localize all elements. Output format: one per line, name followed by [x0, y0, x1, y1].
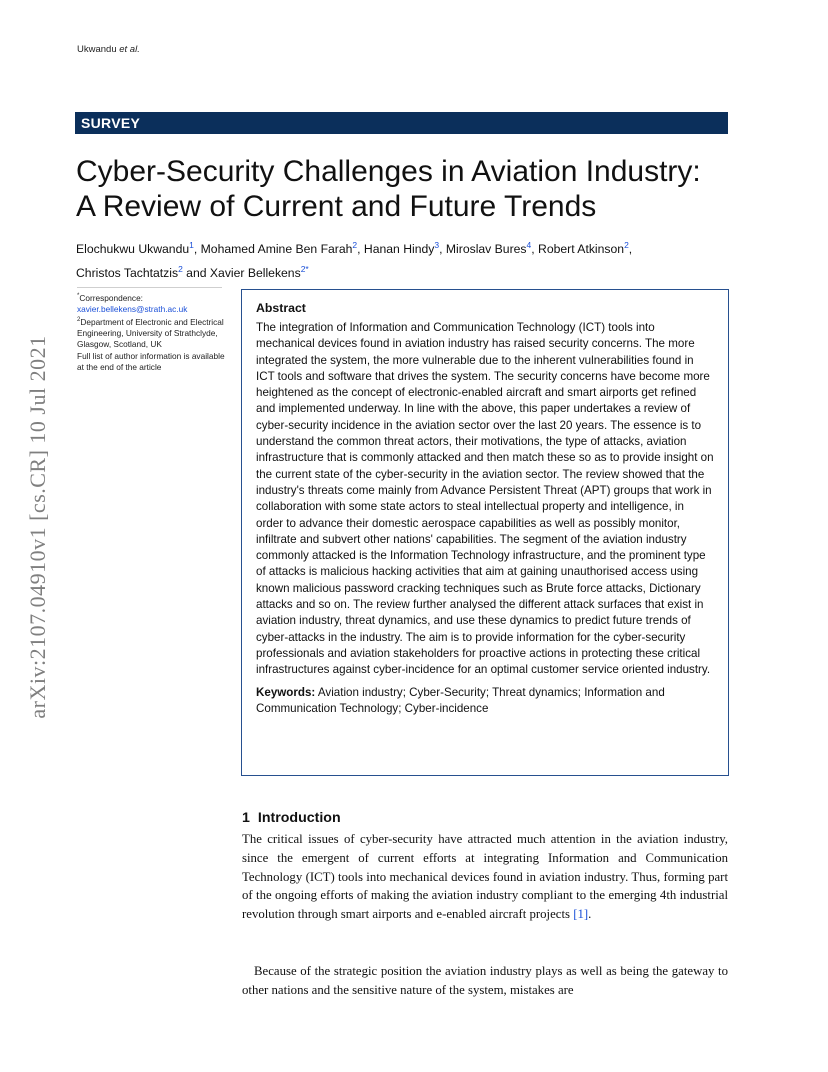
correspondence-sidebar: [77, 291, 227, 373]
intro-paragraph-2: Because of the strategic position the aviation industry plays as well as being the gateway to other nations and the sensitive nature of the system, mistakes are: [242, 964, 728, 997]
keywords: [256, 685, 714, 718]
section-title: Introduction: [257, 810, 341, 826]
paper-title-line-1: Cyber-Security Challenges in Aviation Industry:: [76, 155, 701, 188]
author-affiliation-mark[interactable]: 2*: [300, 263, 309, 274]
paper-title: [76, 154, 736, 224]
author-affiliation-mark[interactable]: 2: [624, 240, 629, 250]
affiliation-mark: 2: [77, 317, 81, 324]
author-name: Robert Atkinson: [538, 242, 625, 257]
affiliation-text: $^2$Department of Electronic and Electrical Engineering, University of Strathclyde, Glasgow, Scotland, UK: [77, 316, 224, 350]
section-number: 1: [242, 810, 250, 826]
author-separator: and: [182, 265, 210, 280]
author-name: Christos Tachtatzis: [76, 265, 179, 280]
author-affiliation-mark[interactable]: 3: [434, 240, 440, 250]
citation-link[interactable]: [1]: [573, 907, 589, 922]
author-separator: ,: [439, 242, 446, 257]
author-separator: ,: [193, 242, 201, 257]
author-affiliation-mark[interactable]: 2: [352, 240, 358, 250]
keywords-list: Aviation industry; Cyber-Security; Threat dynamics; Information and Communication Technology; Cyber-incidence: [256, 685, 665, 715]
author-name: Miroslav Bures: [445, 242, 527, 257]
intro-paragraph-1: The critical issues of cyber-security have attracted much attention in the aviation industry, since the emergent of current efforts at integrating Information and Communication Technology (ICT) tools into mechanical devices found in aviation industry. Thus, forming part of the ongoing efforts of making the aviation industry compliant to the emerging 4th industrial revolution through smart airports and e-enabled aircraft projects [1].: [242, 832, 728, 922]
keywords-label: Keywords:: [256, 685, 316, 699]
abstract-text: The integration of Information and Communication Technology (ICT) tools into mechanical devices found in aviation industry has raised security concerns. The more integrated the system, the more vulnerable due to the inherent vulnerabilities found in ICT tools and software that drives the system. The security concerns have become more heightened as the concept of electronic-enabled aircraft and smart airports get refined and implemented underway. In line with the above, this paper undertakes a review of cyber-security incidence in the aviation sector over the last 20 years. The essence is to understand the common threat actors, their motivations, the type of attacks, aviation infrastructure that is commonly attacked and then match these so as to provide insight on the current state of the cyber-security in the aviation sector. The review showed that the industry's threats come mainly from Advance Persistent Threat (APT) groups that work in collaboration with some state actors to steal intellectual property and intelligence, in order to advance their domestic aerospace capabilities as well as possibly monitor, infiltrate and subvert other nations' capabilities. The segment of the aviation industry commonly attacked is the Information Technology infrastructure, and the prominent type of attacks is malicious hacking activities that aim at gaining unauthorised access using known malicious password cracking techniques such as Brute force attacks, Dictionary attacks and so on. The review further analysed the different attack surfaces that exist in aviation industry, threat dynamics, and use these dynamics to predict future trends of cyber-attacks in the industry. The aim is to provide information for the cyber-security professionals and aviation stakeholders for proactive actions in protecting these critical infrastructures against cyber-incidence for an optimal customer service oriented industry.: [256, 321, 714, 677]
author-affiliation-mark[interactable]: 4: [526, 240, 532, 250]
author-separator: ,: [628, 242, 633, 257]
abstract-box: [241, 289, 729, 776]
sidebar-divider: [77, 287, 222, 288]
correspondence-email-link[interactable]: xavier.bellekens@strath.ac.uk: [77, 303, 188, 314]
correspondence-mark: *: [77, 293, 80, 299]
author-name: Mohamed Amine Ben Farah: [200, 242, 353, 257]
author-separator: ,: [531, 242, 539, 257]
author-affiliation-mark[interactable]: 2: [178, 263, 183, 274]
author-name: Xavier Bellekens: [209, 265, 301, 280]
author-affiliation-mark[interactable]: 1: [189, 240, 194, 250]
author-info-note: Full list of author information is available at the end of the article: [77, 350, 225, 372]
author-separator: ,: [357, 242, 364, 257]
running-head-author: Ukwandu: [77, 44, 117, 55]
section-heading-introduction: [242, 809, 341, 827]
author-name: Elochukwu Ukwandu: [76, 242, 190, 257]
article-type-banner: SURVEY: [75, 112, 728, 134]
running-head-etal: et al.: [119, 44, 140, 55]
arxiv-identifier[interactable]: arXiv:2107.04910v1 [cs.CR] 10 Jul 2021: [25, 335, 50, 719]
paper-title-line-2: A Review of Current and Future Trends: [76, 190, 597, 223]
correspondence-label: *Correspondence:: [77, 292, 143, 303]
abstract-heading: Abstract: [256, 301, 306, 315]
author-name: Hanan Hindy: [363, 242, 435, 257]
author-list: [76, 236, 736, 283]
running-head: [77, 44, 140, 55]
